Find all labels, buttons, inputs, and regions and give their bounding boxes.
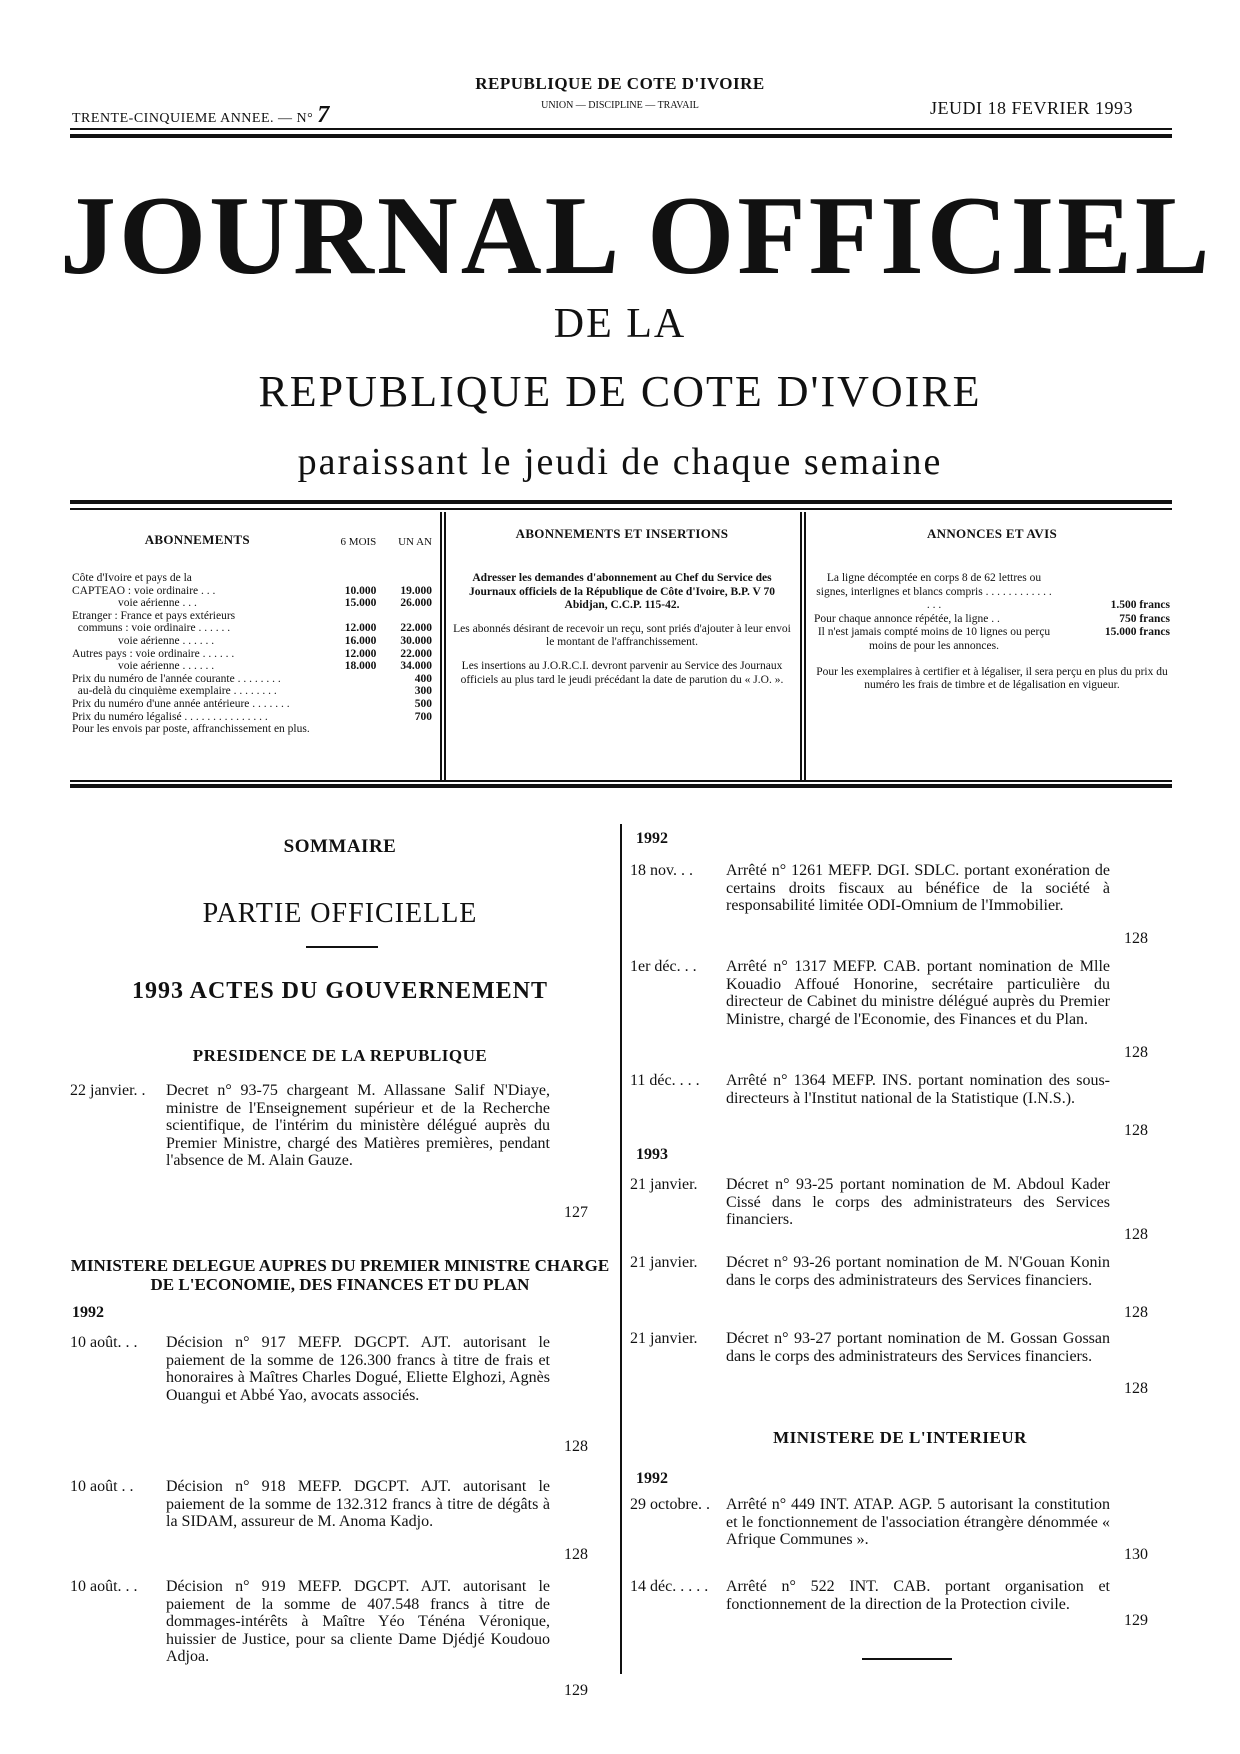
entry-page-number: 129	[564, 1682, 588, 1699]
entry-date: 22 janvier. .	[70, 1082, 146, 1099]
journal-title: JOURNAL OFFICIEL	[60, 174, 1213, 298]
rate-1an: 26.000	[400, 597, 432, 610]
rate-row	[72, 610, 432, 623]
annonces-heading: ANNONCES ET AVIS	[926, 526, 1058, 541]
year-1992-interieur: 1992	[636, 1470, 668, 1487]
col-1an: UN AN	[398, 536, 432, 548]
entry-text: Arrêté n° 449 INT. ATAP. AGP. 5 autorisant la constitution et le fonctionnement de l'association étrangère dénommée « Afrique Communes ».	[726, 1496, 1110, 1549]
entry-date: 18 nov. . .	[630, 862, 693, 879]
box-divider-1	[440, 512, 442, 780]
volume-label: TRENTE-CINQUIEME ANNEE. — N°	[72, 111, 314, 126]
entry-date: 14 déc. . . . .	[630, 1578, 709, 1595]
entry-text: Décision n° 917 MEFP. DGCPT. AJT. autorisant le paiement de la somme de 126.300 francs à titre de frais et honoraires à Maîtres Charles Dogué, Eliette Elghozi, Agnès Ouangui et Abbé Yao, avocats associés.	[166, 1334, 550, 1404]
rate-row	[72, 622, 432, 635]
insertions-deadline-note: Les insertions au J.O.R.C.I. devront parvenir au Service des Journaux officiels au plus tard le jeudi précédant la date de parution du « J.O. ».	[460, 659, 784, 686]
rate-label: Etranger : France et pays extérieurs	[72, 609, 236, 622]
rate-1an: 30.000	[400, 634, 432, 647]
sommaire-entry	[630, 862, 1170, 948]
entry-date: 21 janvier.	[630, 1330, 698, 1347]
entry-page-number: 128	[564, 1546, 588, 1563]
rate-6mois	[323, 723, 377, 736]
entry-page-number: 128	[1124, 1226, 1148, 1243]
sommaire-heading: SOMMAIRE	[283, 836, 397, 857]
rate-1an: 19.000	[400, 584, 432, 597]
rate-row	[72, 648, 432, 661]
entry-text: Décision n° 919 MEFP. DGCPT. AJT. autorisant le paiement de la somme de 407.548 francs à titre de dommages-intérêts à Maître Yéo Ténéna Véronique, huissier de Justice, pour sa cliente Dame Djédjé Koudouo Adjoa.	[166, 1578, 550, 1666]
entry-page-number: 128	[564, 1438, 588, 1455]
rate-1an	[376, 572, 432, 585]
annonces-minimum: Il n'est jamais compté moins de 10 lignes ou perçu moins de pour les annonces.	[817, 626, 1051, 652]
republic-header	[430, 74, 810, 111]
entry-date: 21 janvier.	[630, 1176, 698, 1193]
entry-text: Decret n° 93-75 chargeant M. Allassane Salif N'Diaye, ministre de l'Enseignement supérieur et de la Recherche scientifique, de l'intérim du ministère délégué auprès du Premier Ministre, chargé des Matières premières, pendant l'absence de M. Alain Gauze.	[166, 1082, 550, 1170]
annonces-minimum-price: 15.000 francs	[1104, 626, 1170, 639]
issue-number: 7	[317, 102, 330, 128]
motto: UNION — DISCIPLINE — TRAVAIL	[541, 100, 699, 111]
entry-date: 10 août. . .	[70, 1334, 138, 1351]
rate-1an: 700	[414, 710, 432, 723]
box-rule-top-thick	[70, 500, 1172, 504]
entry-page-number: 128	[1124, 1044, 1148, 1061]
entry-page-number: 128	[1124, 1304, 1148, 1321]
box-rule-bottom-thin	[70, 780, 1172, 782]
rate-label: voie aérienne . . . . . .	[72, 634, 215, 647]
rate-1an	[376, 610, 432, 623]
entry-date: 10 août. . .	[70, 1578, 138, 1595]
rate-6mois	[323, 685, 377, 698]
rate-6mois	[323, 673, 377, 686]
rate-row	[72, 660, 432, 673]
rate-6mois	[323, 572, 377, 585]
sommaire-entry	[630, 1176, 1170, 1244]
rate-6mois: 16.000	[344, 634, 377, 647]
box-divider-2b	[804, 512, 806, 780]
sommaire-entry	[70, 1478, 610, 1564]
entry-text: Décret n° 93-27 portant nomination de M. Gossan Gossan dans le corps des administrateurs des Services financiers.	[726, 1330, 1110, 1365]
col-6mois: 6 MOIS	[340, 536, 377, 548]
actes-heading: 1993 ACTES DU GOUVERNEMENT	[131, 978, 549, 1004]
rate-row	[72, 685, 432, 698]
title-de-la: DE LA	[553, 301, 687, 347]
rate-label: communs : voie ordinaire . . . . . .	[72, 622, 231, 635]
entry-date: 29 octobre. .	[630, 1496, 710, 1513]
rate-6mois: 12.000	[344, 647, 377, 660]
box-divider-2	[800, 512, 802, 780]
rate-6mois: 10.000	[344, 584, 377, 597]
rate-label: Prix du numéro d'une année antérieure . . . . . . .	[72, 697, 290, 710]
rate-label: au-delà du cinquième exemplaire . . . . . . . .	[72, 685, 277, 698]
entry-date: 21 janvier.	[630, 1254, 698, 1271]
volume-line	[72, 102, 330, 129]
rate-6mois: 12.000	[344, 622, 377, 635]
abonnements-column	[72, 520, 432, 736]
rate-1an: 300	[414, 685, 432, 698]
rate-6mois	[323, 610, 377, 623]
insertions-receipt-note: Les abonnés désirant de recevoir un reçu, sont priés d'ajouter à leur envoi le montant de l'affranchissement.	[453, 622, 791, 649]
sommaire-entry	[630, 1330, 1170, 1398]
sommaire-entry	[70, 1334, 610, 1456]
rate-label: Côte d'Ivoire et pays de la	[72, 572, 192, 584]
rate-label: Prix du numéro légalisé . . . . . . . . . . . . . . .	[72, 710, 268, 723]
republic-name: REPUBLIQUE DE COTE D'IVOIRE	[475, 74, 765, 93]
entry-page-number: 128	[1124, 930, 1148, 947]
annonces-column	[814, 520, 1170, 693]
sommaire-entry	[630, 1254, 1170, 1322]
insertions-heading: ABONNEMENTS ET INSERTIONS	[515, 526, 729, 541]
ministere-economie-heading: MINISTERE DELEGUE AUPRES DU PREMIER MINISTRE CHARGE DE L'ECONOMIE, DES FINANCES ET DU PLAN	[70, 1256, 610, 1294]
rate-6mois: 15.000	[344, 597, 377, 610]
rate-1an: 22.000	[400, 647, 432, 660]
entry-text: Décret n° 93-26 portant nomination de M. N'Gouan Konin dans le corps des administrateurs des Services financiers.	[726, 1254, 1110, 1289]
sommaire-divider-1	[306, 946, 378, 948]
entry-date: 11 déc. . . .	[630, 1072, 700, 1089]
rate-row	[72, 723, 432, 736]
sommaire-entry	[630, 1072, 1170, 1140]
annonces-repeat-rate: Pour chaque annonce répétée, la ligne . .	[814, 612, 1000, 625]
annonces-line-rate: La ligne décomptée en corps 8 de 62 lettres ou signes, interlignes et blancs compris . . . . . . . . . . . . . . .	[816, 572, 1052, 612]
sommaire-entry	[630, 1496, 1170, 1564]
entry-text: Décision n° 918 MEFP. DGCPT. AJT. autorisant le paiement de la somme de 132.312 francs à titre de dégâts à la SIDAM, assureur de M. Anoma Kadjo.	[166, 1478, 550, 1531]
box-rule-bottom-thick	[70, 784, 1172, 788]
rate-label: voie aérienne . . . . . .	[72, 660, 215, 673]
rate-1an: 34.000	[400, 660, 432, 673]
rate-1an: 500	[414, 697, 432, 710]
sommaire-entry	[630, 958, 1170, 1062]
insertions-address: Adresser les demandes d'abonnement au Chef du Service des Journaux officiels de la République de Côte d'Ivoire, B.P. V 70 Abidjan, C.C.P. 115-42.	[469, 572, 775, 612]
issue-date: JEUDI 18 FEVRIER 1993	[930, 98, 1133, 118]
sommaire-end-divider	[862, 1658, 952, 1660]
entry-text: Arrêté n° 1317 MEFP. CAB. portant nomination de Mlle Kouadio Affoué Honorine, secrétaire particulière du directeur de Cabinet du ministre délégué auprès du Premier Ministre, chargé de l'Economie, des Finances et du Plan.	[726, 958, 1110, 1028]
rate-1an	[376, 723, 432, 736]
title-tagline: paraissant le jeudi de chaque semaine	[297, 441, 943, 483]
annonces-repeat-price: 750 francs	[1119, 612, 1170, 625]
entry-page-number: 129	[1124, 1612, 1148, 1629]
rate-6mois	[323, 698, 377, 711]
rate-row	[72, 698, 432, 711]
rate-label: CAPTEAO : voie ordinaire . . .	[72, 584, 216, 597]
rate-label: voie aérienne . . .	[72, 597, 197, 610]
top-rule-thin	[70, 128, 1172, 130]
entry-date: 10 août . .	[70, 1478, 134, 1495]
sommaire-entry	[70, 1578, 610, 1700]
box-divider-1b	[444, 512, 446, 780]
sommaire-entry	[70, 1082, 610, 1222]
entry-date: 1er déc. . .	[630, 958, 697, 975]
rate-row	[72, 572, 432, 585]
entry-text: Arrêté n° 1364 MEFP. INS. portant nomination des sous-directeurs à l'Institut national de la Statistique (I.N.S.).	[726, 1072, 1110, 1107]
year-1992-right: 1992	[636, 830, 668, 847]
column-divider	[620, 824, 622, 1674]
rate-table	[72, 572, 432, 736]
partie-officielle-heading: PARTIE OFFICIELLE	[202, 898, 478, 929]
insertions-column	[452, 520, 792, 687]
rate-row	[72, 635, 432, 648]
rate-label: Autres pays : voie ordinaire . . . . . .	[72, 647, 235, 660]
entry-text: Décret n° 93-25 portant nomination de M. Abdoul Kader Cissé dans le corps des administrateurs des Services financiers.	[726, 1176, 1110, 1229]
entry-text: Arrêté n° 522 INT. CAB. portant organisation et fonctionnement de la direction de la Protection civile.	[726, 1578, 1110, 1613]
presidence-heading: PRESIDENCE DE LA REPUBLIQUE	[192, 1046, 488, 1065]
entry-page-number: 127	[564, 1204, 588, 1221]
rate-label: Prix du numéro de l'année courante . . . . . . . .	[72, 672, 281, 685]
title-republic: REPUBLIQUE DE COTE D'IVOIRE	[258, 367, 982, 416]
rate-1an: 22.000	[400, 622, 432, 635]
entry-text: Arrêté n° 1261 MEFP. DGI. SDLC. portant exonération de certains droits fiscaux au bénéfice de la société à responsabilité limitée ODI-Omnium de l'Immobilier.	[726, 862, 1110, 915]
ministere-interieur-heading: MINISTERE DE L'INTERIEUR	[773, 1428, 1027, 1447]
entry-page-number: 130	[1124, 1546, 1148, 1563]
rate-row	[72, 585, 432, 598]
annonces-line-price: 1.500 francs	[1110, 599, 1170, 612]
rate-6mois	[323, 711, 377, 724]
year-1992-left: 1992	[72, 1304, 104, 1321]
entry-page-number: 128	[1124, 1122, 1148, 1139]
rate-row	[72, 673, 432, 686]
rate-label: Pour les envois par poste, affranchissement en plus.	[72, 723, 310, 736]
annonces-certification-note: Pour les exemplaires à certifier et à légaliser, il sera perçu en plus du prix du numéro les frais de timbre et de légalisation en vigueur.	[816, 665, 1168, 692]
rate-row	[72, 711, 432, 724]
rate-row	[72, 597, 432, 610]
box-rule-top-thin	[70, 508, 1172, 510]
year-1993: 1993	[636, 1146, 668, 1163]
abonnements-heading: ABONNEMENTS	[144, 532, 250, 547]
top-rule-thick	[70, 134, 1172, 138]
sommaire-entry	[630, 1578, 1170, 1630]
entry-page-number: 128	[1124, 1380, 1148, 1397]
rate-6mois: 18.000	[344, 660, 377, 673]
rate-1an: 400	[414, 672, 432, 685]
